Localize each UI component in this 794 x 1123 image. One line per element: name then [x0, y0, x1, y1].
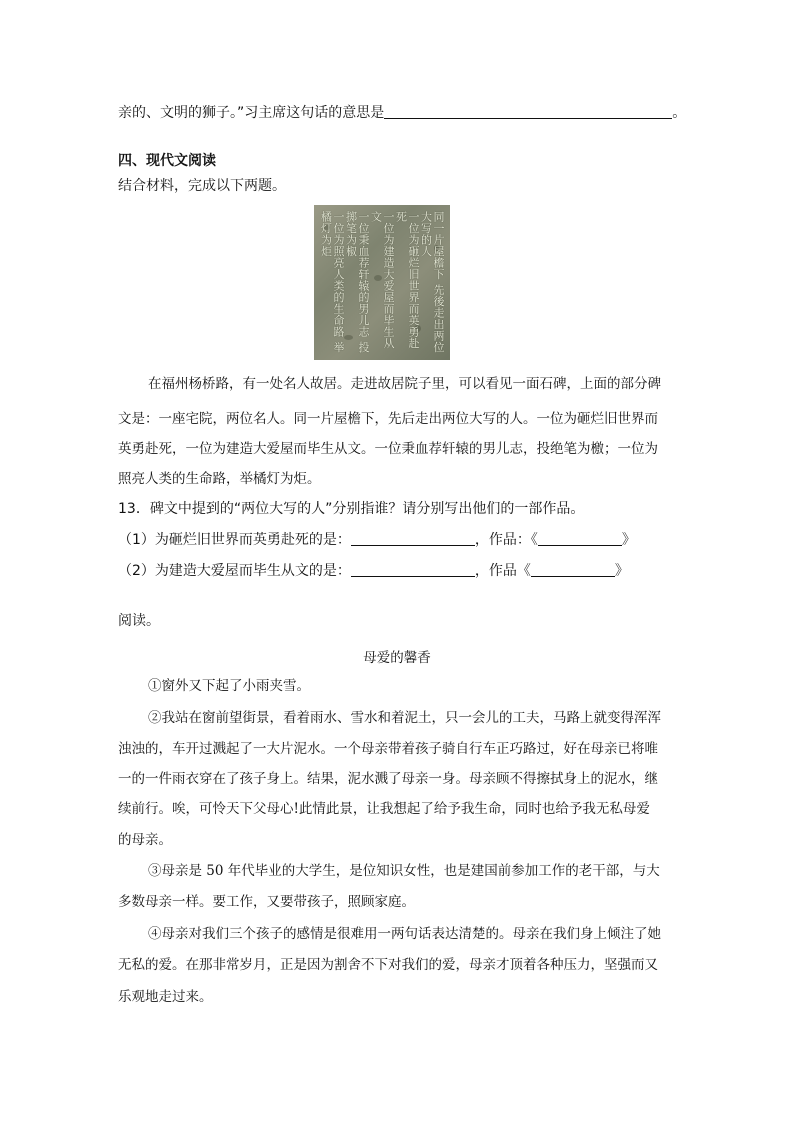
paragraph-2-line: 的母亲。: [118, 832, 172, 848]
answer-line-top: [118, 104, 686, 122]
passage1-line: 英勇赴死，一位为建造大爱屋而毕生从文。一位秉血荐轩辕的男儿志，投绝笔为檄；一位为: [118, 441, 658, 457]
passage1-line: 文是：一座宅院，两位名人。同一片屋檐下，先后走出两位大写的人。一位为砸烂旧世界而: [118, 411, 658, 427]
answer-blank[interactable]: [531, 562, 615, 577]
paragraph-3-line: 多数母亲一样。要工作，又要带孩子，照顾家庭。: [118, 894, 415, 910]
paragraph-2-line: 浊浊的，车开过溅起了一大片泥水。一个母亲带着孩子骑自行车正巧路过，好在母亲已将唯: [118, 741, 658, 757]
work-suffix: 》: [614, 563, 629, 579]
section-instruction: 结合材料，完成以下两题。: [118, 178, 286, 194]
top-line-end: 。: [672, 105, 687, 121]
answer-blank[interactable]: [351, 562, 475, 577]
reading-intro: 阅读。: [118, 613, 160, 629]
work-suffix: 》: [621, 532, 636, 548]
answer-blank[interactable]: [538, 531, 622, 546]
stele-column-1: 同一片屋檐下 先後走出两位大写的人: [419, 211, 445, 353]
work-prefix: ，作品：《: [474, 532, 538, 548]
answer-blank[interactable]: [351, 531, 475, 546]
paragraph-4-line: 乐观地走过来。: [118, 989, 213, 1005]
question-13-sub1: [118, 531, 636, 549]
answer-blank[interactable]: [384, 104, 672, 119]
top-line-text: 亲的、文明的狮子。”习主席这句话的意思是: [118, 105, 385, 121]
paragraph-3-line: ③母亲是 50 年代毕业的大学生，是位知识女性，也是建国前参加工作的老干部，与大: [148, 863, 660, 879]
passage1-line: 在福州杨桥路，有一处名人故居。走进故居院子里，可以看见一面石碑，上面的部分碑: [148, 376, 661, 392]
sub1-prefix: （1）为砸烂旧世界而英勇赴死的是：: [118, 532, 351, 548]
stele-column-3: 一位为建造大爱屋而毕生从文: [369, 211, 395, 349]
section-heading: 四、现代文阅读: [118, 153, 216, 169]
stele-column-4: 一位秉血荐轩辕的男儿志 投掷笔为椒: [344, 211, 370, 353]
stele-column-5: 一位为照亮人类的生命路 举橘灯为炬: [319, 211, 345, 353]
paragraph-1: ①窗外又下起了小雨夹雪。: [148, 678, 310, 694]
paragraph-2-line: 续前行。唉，可怜天下父母心!此情此景，让我想起了给予我生命，同时也给予我无私母爱: [118, 801, 650, 817]
stele-photo: [314, 205, 450, 360]
paragraph-4-line: ④母亲对我们三个孩子的感情是很难用一两句话表达清楚的。母亲在我们身上倾注了她: [148, 926, 661, 942]
question-13-stem: 13．碑文中提到的“两位大写的人”分别指谁？请分别写出他们的一部作品。: [118, 501, 585, 517]
sub2-prefix: （2）为建造大爱屋而毕生从文的是：: [118, 563, 351, 579]
paragraph-2-line: 一的一件雨衣穿在了孩子身上。结果，泥水溅了母亲一身。母亲顾不得擦拭身上的泥水，继: [118, 771, 658, 787]
paragraph-4-line: 无私的爱。在那非常岁月，正是因为割舍不下对我们的爱，母亲才顶着各种压力，坚强而又: [118, 957, 658, 973]
passage1-line: 照亮人类的生命路，举橘灯为炬。: [118, 471, 321, 487]
work-prefix: ，作品《: [474, 563, 531, 579]
paragraph-2-line: ②我站在窗前望街景，看着雨水、雪水和着泥土，只一会儿的工夫，马路上就变得浑浑: [148, 710, 661, 726]
question-13-sub2: [118, 562, 629, 580]
stele-column-2: 一位为砸烂旧世界而英勇赴死: [394, 211, 420, 349]
passage-title: 母爱的馨香: [363, 650, 431, 666]
